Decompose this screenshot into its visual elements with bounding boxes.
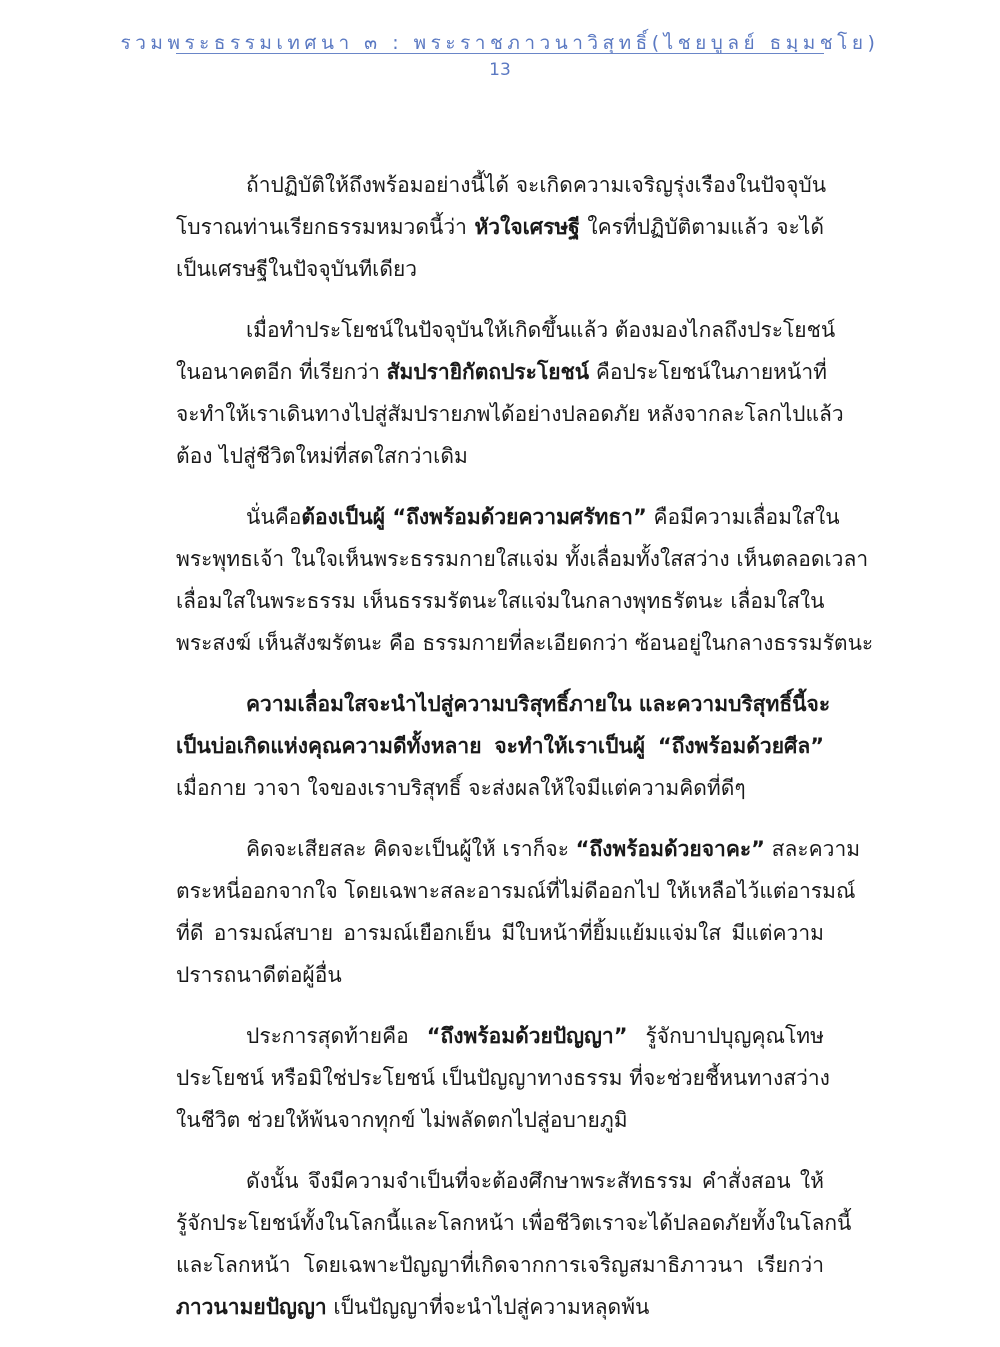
text-segment: จะทำให้เราเดินทางไปสู่สัมปรายภพได้อย่างปลอดภัย หลังจากละโลกไปแล้ว [176,402,844,426]
paragraph [176,309,844,477]
text-segment: และโลกหน้า โดยเฉพาะปัญญาที่เกิดจากการเจริญสมาธิภาวนา เรียกว่า [176,1253,824,1277]
text-segment: เป็นปัญญาที่จะนำไปสู่ความหลุดพ้น [326,1295,650,1319]
paragraph [176,683,831,809]
text-segment: ดังนั้น จึงมีความจำเป็นที่จะต้องศึกษาพระสัทธรรม คำสั่งสอน ให้ [246,1169,824,1193]
text-segment: เมื่อกาย วาจา ใจของเราบริสุทธิ์ จะส่งผลให้ใจมีแต่ความคิดที่ดีๆ [176,776,746,800]
text-segment: ประการสุดท้ายคือ [246,1024,427,1048]
text-segment: ที่ดี อารมณ์สบาย อารมณ์เยือกเย็น มีใบหน้าที่ยิ้มแย้มแจ่มใส มีแต่ความ [176,921,824,945]
bold-term: ความเลื่อมใสจะนำไปสู่ความบริสุทธิ์ภายใน และความบริสุทธิ์นี้จะ [246,692,831,716]
text-line [176,622,874,664]
bold-term: เป็นบ่อเกิดแห่งคุณความดีทั้งหลาย จะทำให้เราเป็นผู้ “ถึงพร้อมด้วยศีล” [176,734,824,758]
page-number: 13 [489,60,511,80]
text-line [176,1244,824,1286]
page-body [176,164,874,1347]
text-segment: เป็นเศรษฐีในปัจจุบันทีเดียว [176,257,418,281]
text-segment: คือประโยชน์ในภายหน้าที่ [589,360,827,384]
text-line [176,1202,852,1244]
text-segment: ประโยชน์ หรือมิใช่ประโยชน์ เป็นปัญญาทางธรรม ที่จะช่วยชี้หนทางสว่าง [176,1066,830,1090]
text-segment: โบราณท่านเรียกธรรมหมวดนี้ว่า [176,215,475,239]
text-line [176,164,827,206]
header-rule [176,53,824,54]
text-segment: คิดจะเสียสละ คิดจะเป็นผู้ให้ เราก็จะ [246,837,576,861]
text-line [176,538,869,580]
text-line [176,1286,824,1328]
text-segment: ในชีวิต ช่วยให้พ้นจากทุกข์ ไม่พลัดตกไปสู่อบายภูมิ [176,1108,628,1132]
text-line [176,206,824,248]
text-segment: ใครที่ปฏิบัติตามแล้ว จะได้ [579,215,824,239]
text-line [176,248,824,290]
text-segment: คือมีความเลื่อมใสใน [646,505,840,529]
text-segment: สละความ [764,837,861,861]
paragraph [176,1160,852,1328]
text-segment: ถ้าปฏิบัติให้ถึงพร้อมอย่างนี้ได้ จะเกิดความเจริญรุ่งเรืองในปัจจุบัน [246,173,827,197]
text-line [176,954,824,996]
text-line [176,683,831,725]
paragraph [176,1015,830,1141]
bold-term: “ถึงพร้อมด้วยจาคะ” [575,837,765,861]
text-line [176,393,844,435]
text-line [176,870,856,912]
text-segment: รู้จักประโยชน์ทั้งในโลกนี้และโลกหน้า เพื่อชีวิตเราจะได้ปลอดภัยทั้งในโลกนี้ [176,1211,852,1235]
text-line [176,912,824,954]
text-segment: ปรารถนาดีต่อผู้อื่น [176,963,342,987]
running-header: รวมพระธรรมเทศนา ๓ : พระราชภาวนาวิสุทธิ์(ไชยบูลย์ ธมฺมชโย) [120,32,880,54]
text-segment: นั่นคือ [246,505,302,529]
text-line [176,351,827,393]
paragraph [176,496,874,664]
text-segment: ต้อง ไปสู่ชีวิตใหม่ที่สดใสกว่าเดิม [176,444,468,468]
text-segment: รู้จักบาปบุญคุณโทษ [627,1024,824,1048]
text-line [176,1160,824,1202]
text-segment: พระสงฆ์ เห็นสังฆรัตนะ คือ ธรรมกายที่ละเอียดกว่า ซ้อนอยู่ในกลางธรรมรัตนะ [176,631,874,655]
text-line [176,1015,824,1057]
text-line [176,725,824,767]
text-segment: ตระหนี่ออกจากใจ โดยเฉพาะสละอารมณ์ที่ไม่ดีออกไป ให้เหลือไว้แต่อารมณ์ [176,879,856,903]
paragraph [176,828,861,996]
text-line [176,580,824,622]
bold-term: สัมปรายิกัตถประโยชน์ [386,360,590,384]
bold-term: “ถึงพร้อมด้วยปัญญา” [426,1024,628,1048]
bold-term: ต้องเป็นผู้ “ถึงพร้อมด้วยความศรัทธา” [301,505,647,529]
text-line [176,767,824,809]
text-segment: เลื่อมใสในพระธรรม เห็นธรรมรัตนะใสแจ่มในกลางพุทธรัตนะ เลื่อมใสใน [176,589,825,613]
text-line [176,1099,824,1141]
bold-term: ภาวนามยปัญญา [176,1295,327,1319]
text-segment: ในอนาคตอีก ที่เรียกว่า [176,360,387,384]
text-line [176,828,861,870]
paragraph [176,164,827,290]
text-segment: พระพุทธเจ้า ในใจเห็นพระธรรมกายใสแจ่ม ทั้งเลื่อมทั้งใสสว่าง เห็นตลอดเวลา [176,547,869,571]
text-line [176,309,836,351]
text-line [176,496,840,538]
bold-term: หัวใจเศรษฐี [474,215,580,239]
text-segment: เมื่อทำประโยชน์ในปัจจุบันให้เกิดขึ้นแล้ว ต้องมองไกลถึงประโยชน์ [246,318,836,342]
text-line [176,1057,830,1099]
text-line [176,435,824,477]
